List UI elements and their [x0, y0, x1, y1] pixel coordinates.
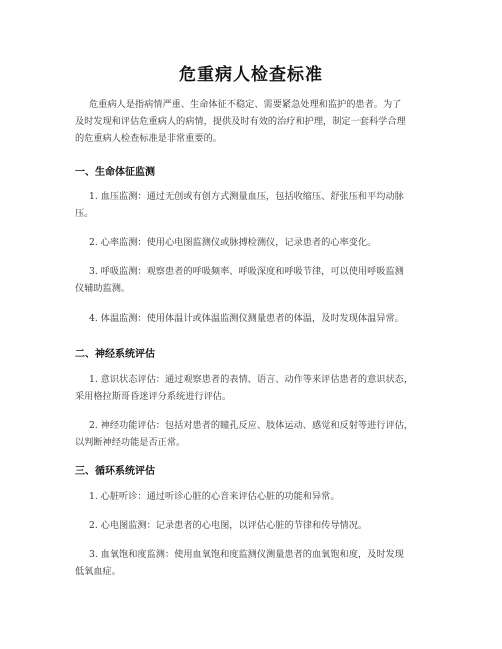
item-line: 以判断神经功能是否正常。: [75, 437, 186, 448]
list-item: [75, 263, 435, 297]
intro-line: 的危重病人检查标准是非常重要的。: [75, 133, 222, 144]
section-heading: 二、神经系统评估: [75, 349, 155, 360]
section-heading: 一、生命体征监测: [75, 167, 155, 178]
intro-line: 及时发现和评估危重病人的病情，提供及时有效的治疗和护理，制定一套科学合理: [75, 116, 406, 127]
item-line: 2. 神经功能评估：包括对患者的瞳孔反应、肢体运动、感觉和反射等进行评估，: [89, 420, 414, 431]
list-item: [75, 546, 435, 580]
item-line: 1. 心脏听诊：通过听诊心脏的心音来评估心脏的功能和异常。: [89, 491, 340, 502]
list-item: [75, 517, 435, 534]
list-item: [75, 310, 435, 327]
item-line: 低氧血症。: [75, 566, 121, 577]
item-line: 采用格拉斯哥昏迷评分系统进行评估。: [75, 391, 232, 402]
intro-paragraph: [75, 96, 435, 147]
item-line: 2. 心电图监测：记录患者的心电图，以评估心脏的节律和传导情况。: [89, 520, 368, 531]
list-item: [75, 488, 435, 505]
item-line: 压。: [75, 208, 94, 219]
item-line: 2. 心率监测：使用心电图监测仪或脉搏检测仪，记录患者的心率变化。: [89, 237, 377, 248]
item-line: 4. 体温监测：使用体温计或体温监测仪测量患者的体温，及时发现体温异常。: [89, 313, 404, 324]
section-heading: 三、循环系统评估: [75, 466, 155, 477]
item-line: 3. 血氧饱和度监测：使用血氧饱和度监测仪测量患者的血氧饱和度，及时发现: [89, 549, 404, 560]
item-line: 1. 意识状态评估：通过观察患者的表情、语言、动作等来评估患者的意识状态，: [89, 374, 414, 385]
list-item: [75, 234, 435, 251]
list-item: [75, 371, 435, 405]
list-item: [75, 188, 435, 222]
document-title: 危重病人检查标准: [179, 65, 323, 85]
intro-line: 危重病人是指病情严重、生命体征不稳定、需要紧急处理和监护的患者。为了: [89, 99, 402, 110]
item-line: 3. 呼吸监测：观察患者的呼吸频率、呼吸深度和呼吸节律，可以使用呼吸监测: [89, 266, 404, 277]
item-line: 1. 血压监测：通过无创或有创方式测量血压，包括收缩压、舒张压和平均动脉: [89, 191, 404, 202]
list-item: [75, 417, 435, 451]
item-line: 仪辅助监测。: [75, 283, 131, 294]
